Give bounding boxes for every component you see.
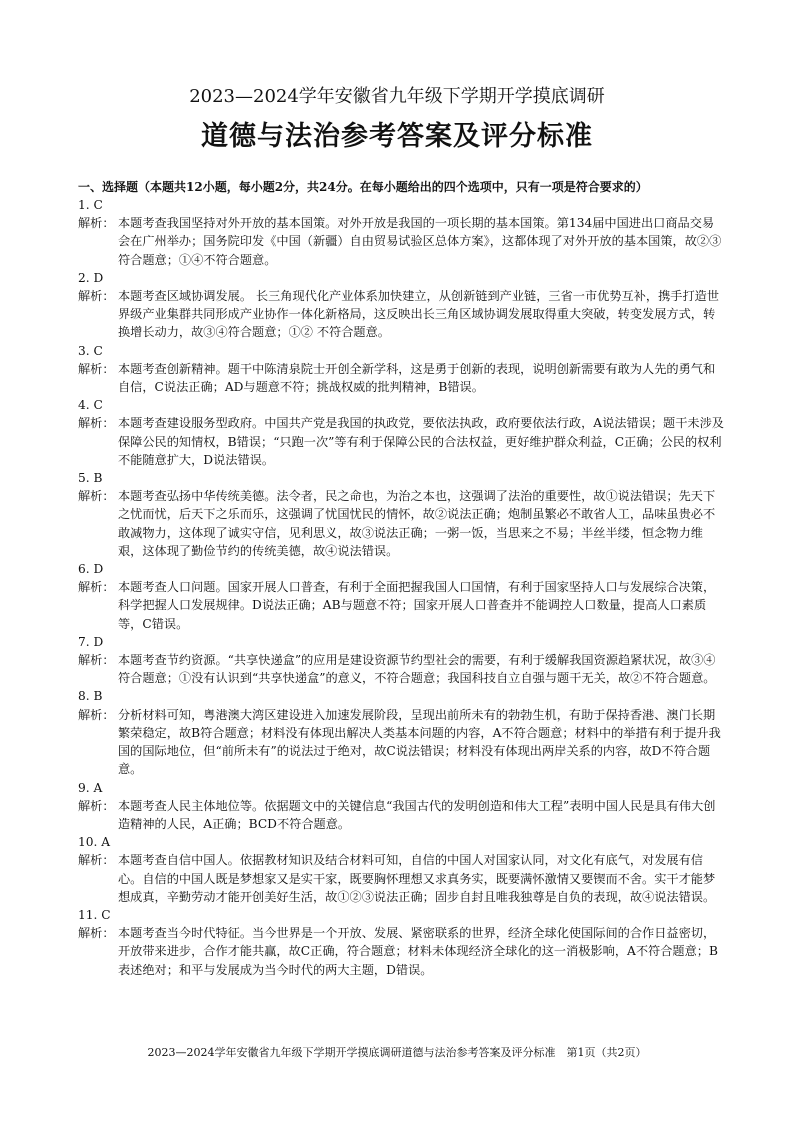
answer-key: 5. B (78, 471, 103, 486)
explanation-text: 本题考查创新精神。题干中陈清泉院士开创全新学科，这是勇于创新的表现，说明创新需要有敢为人先的勇气和自信，C说法正确；AD与题意不符；挑战权威的批判精神，B错误。 (118, 361, 716, 395)
explanation-text: 本题考查人民主体地位等。依据题文中的关键信息“我国古代的发明创造和伟大工程”表明中国人民是具有伟大创造精神的人民，A正确；BCD不符合题意。 (118, 798, 716, 831)
answer-key: 2. D (78, 270, 104, 285)
answer-key: 6. D (78, 562, 104, 577)
explanation-label: 解析： (78, 489, 115, 504)
answer-key: 1. C (78, 198, 103, 212)
answer-item (78, 633, 724, 688)
answer-item (78, 833, 724, 906)
explanation (78, 651, 724, 687)
explanation-text: 本题考查当今时代特征。当今世界是一个开放、发展、紧密联系的世界，经济全球化使国际间的合作日益密切，开放带来进步，合作才能共赢，故C正确，符合题意；材料未体现经济全球化的这一消极影响，A不符合题意；B表述绝对；和平与发展成为当今时代的两大主题，D错误。 (118, 926, 718, 977)
answer-item (78, 342, 724, 397)
answer-key: 10. A (78, 835, 111, 850)
explanation (78, 924, 724, 979)
answer-key: 11. C (78, 907, 111, 922)
answer-item (78, 469, 724, 560)
document-title: 道德与法治参考答案及评分标准 (201, 121, 593, 152)
answer-item (78, 906, 724, 979)
explanation-label: 解析： (78, 416, 115, 431)
page-footer: 2023—2024学年安徽省九年级下学期开学摸底调研道德与法治参考答案及评分标准 第1页（共2页） (147, 1046, 647, 1059)
answer-item (78, 396, 724, 469)
explanation-label: 解析： (78, 289, 115, 304)
explanation (78, 487, 724, 560)
explanation (78, 360, 724, 396)
explanation (78, 797, 724, 833)
section-heading: 一、选择题（本题共12小题，每小题2分，共24分。在每小题给出的四个选项中，只有一项是符合要求的） (78, 180, 648, 194)
explanation-label: 解析： (78, 580, 115, 595)
explanation-text: 本题考查弘扬中华传统美德。法令者，民之命也，为治之本也，这强调了法治的重要性，故①说法错误；先天下之忧而忧，后天下之乐而乐，这强调了忧国忧民的情怀，故②说法正确；炮制虽繁必不敢省人工，品味虽贵必不敢减物力，这体现了诚实守信，见利思义，故③说法正确；一粥一饭，当思来之不易；半丝半缕，恒念物力维艰，这体现了勤俭节约的传统美德，故④说法错误。 (118, 489, 716, 558)
explanation-text: 本题考查自信中国人。依据教材知识及结合材料可知，自信的中国人对国家认同，对文化有底气，对发展有信心。自信的中国人既是梦想家又是实干家，既要胸怀理想又求真务实，既要满怀激情又要锲而不舍。实干才能梦想成真，辛勤劳动才能开创美好生活，故①②③说法正确；固步自封且唯我独尊是自负的表现，故④说法错误。 (118, 853, 716, 904)
answer-key: 4. C (78, 398, 103, 413)
explanation (78, 578, 724, 633)
explanation (78, 287, 724, 342)
explanation-text: 本题考查建设服务型政府。中国共产党是我国的执政党，要依法执政，政府要依法行政，A说法错误；题干未涉及保障公民的知情权，B错误；“只跑一次”等有利于保障公民的合法权益，更好维护群众利益，C正确；公民的权利不能随意扩大，D说法错误。 (118, 416, 724, 467)
answer-item (78, 196, 724, 269)
answer-key: 9. A (78, 780, 103, 795)
explanation (78, 214, 724, 269)
answer-item (78, 687, 724, 778)
explanation-text: 本题考查区域协调发展。 长三角现代化产业体系加快建立，从创新链到产业链，三省一市优势互补，携手打造世界级产业集群共同形成产业协作一体化新格局，这反映出长三角区域协调发展取得重大突破，转变发展方式，转换增长动力，故③④符合题意；①② 不符合题意。 (118, 289, 720, 340)
answer-list (78, 196, 724, 979)
explanation (78, 414, 724, 469)
explanation-label: 解析： (78, 361, 115, 376)
document-subtitle: 2023—2024学年安徽省九年级下学期开学摸底调研 (189, 86, 605, 107)
explanation-text: 分析材料可知，粤港澳大湾区建设进入加速发展阶段，呈现出前所未有的勃勃生机，有助于保持香港、澳门长期繁荣稳定，故B符合题意；材料没有体现出解决人类基本问题的内容，A不符合题意；材料中的举措有利于提升我国的国际地位，但“前所未有”的说法过于绝对，故C说法错误；材料没有体现出两岸关系的内容，故D不符合题意。 (118, 707, 721, 777)
explanation-text: 本题考查人口问题。国家开展人口普查，有利于全面把握我国人口国情，有利于国家坚持人口与发展综合决策，科学把握人口发展规律。D说法正确；AB与题意不符；国家开展人口普查并不能调控人口数量，提高人口素质等，C错误。 (118, 580, 716, 631)
explanation-label: 解析： (78, 798, 115, 813)
explanation-label: 解析： (78, 653, 115, 668)
answer-key: 8. B (78, 689, 103, 704)
explanation (78, 706, 724, 779)
answer-item (78, 779, 724, 834)
explanation-text: 本题考查我国坚持对外开放的基本国策。对外开放是我国的一项长期的基本国策。第134届中国进出口商品交易会在广州举办；国务院印发《中国（新疆）自由贸易试验区总体方案》，这都体现了对外开放的基本国策，故②③符合题意；①④不符合题意。 (118, 216, 722, 267)
explanation (78, 851, 724, 906)
explanation-label: 解析： (78, 926, 115, 941)
explanation-label: 解析： (78, 216, 115, 231)
explanation-label: 解析： (78, 707, 115, 722)
explanation-label: 解析： (78, 853, 115, 868)
answer-item (78, 560, 724, 633)
answer-content (78, 178, 724, 979)
answer-item (78, 269, 724, 342)
explanation-text: 本题考查节约资源。“共享快递盒”的应用是建设资源节约型社会的需要，有利于缓解我国资源趋紧状况，故③④符合题意；①没有认识到“共享快递盒”的意义，不符合题意；我国科技自立自强与题干无关，故②不符合题意。 (118, 653, 716, 686)
answer-key: 7. D (78, 634, 104, 649)
answer-key: 3. C (78, 343, 103, 358)
